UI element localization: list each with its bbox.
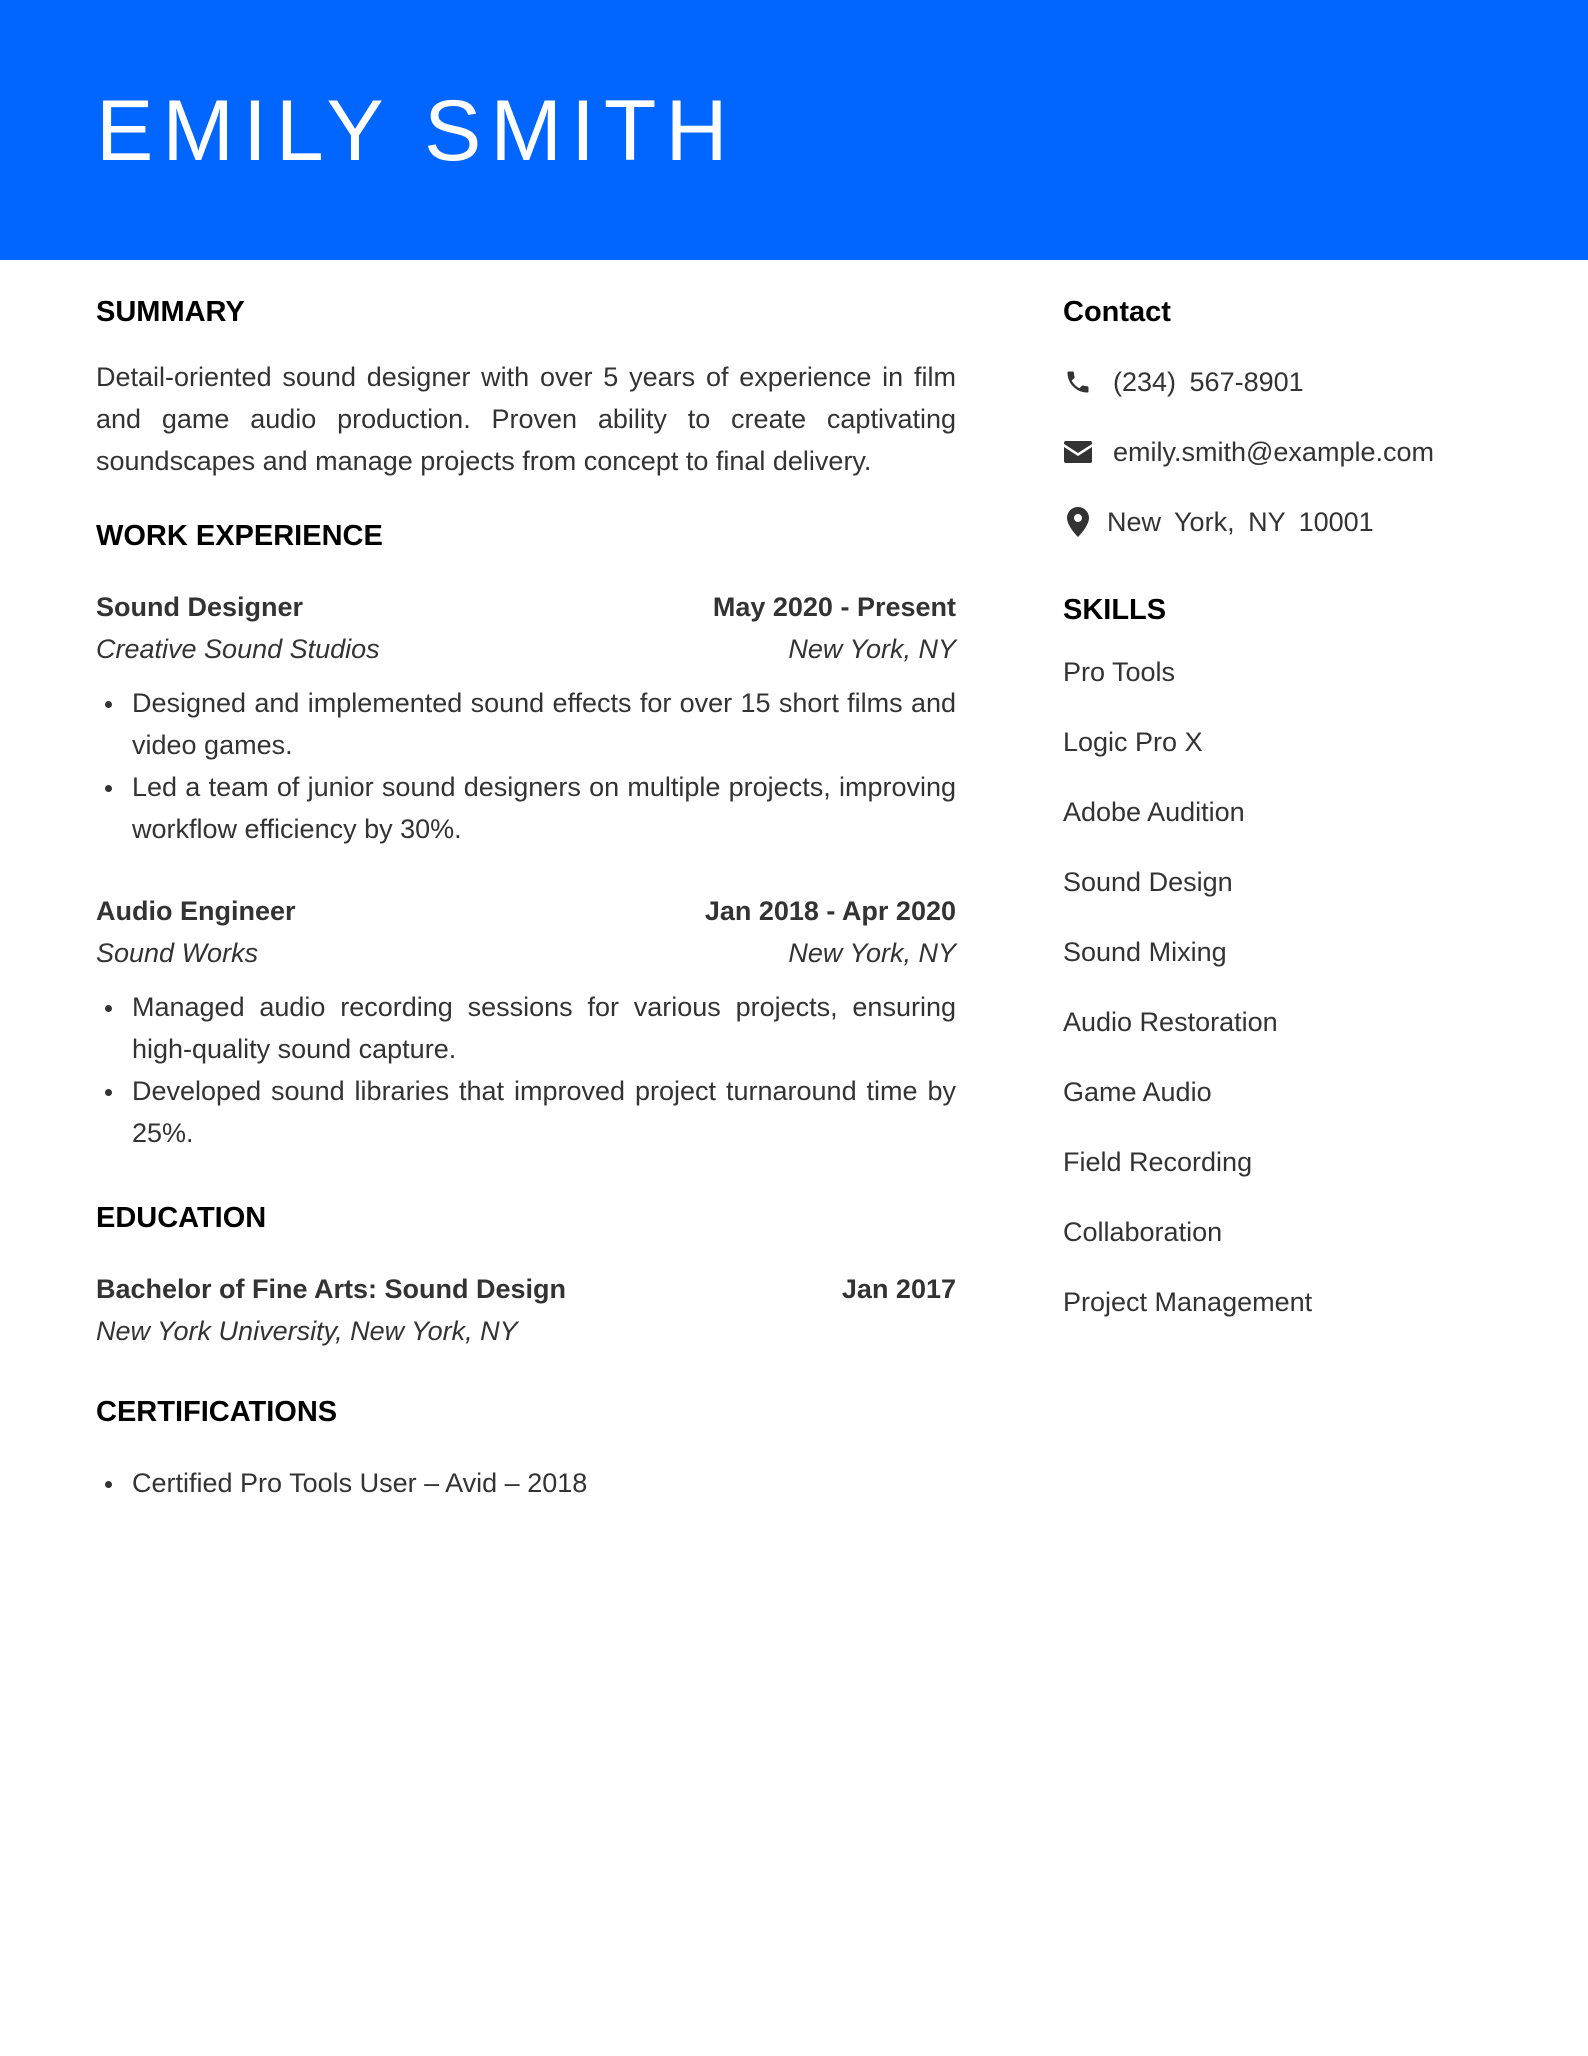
certifications-heading: CERTIFICATIONS bbox=[96, 1396, 338, 1428]
contact-location bbox=[1063, 502, 1513, 542]
job-location: New York, NY bbox=[788, 938, 956, 968]
skill-item: Game Audio bbox=[1063, 1077, 1212, 1107]
job-company: Creative Sound Studios bbox=[96, 634, 380, 664]
skill-item: Sound Mixing bbox=[1063, 937, 1227, 967]
job-bullet: Managed audio recording sessions for various projects, ensuring high-quality sound capture. bbox=[132, 986, 956, 1070]
skills-list bbox=[1063, 652, 1513, 1322]
job-title: Sound Designer bbox=[96, 592, 304, 622]
main-column bbox=[96, 292, 956, 1504]
phone-icon bbox=[1063, 367, 1093, 397]
certifications-list bbox=[96, 1462, 956, 1504]
job-entry bbox=[96, 586, 956, 850]
work-experience-heading: WORK EXPERIENCE bbox=[96, 520, 383, 552]
job-title: Audio Engineer bbox=[96, 896, 296, 926]
skill-item: Sound Design bbox=[1063, 867, 1233, 897]
skill-item: Project Management bbox=[1063, 1287, 1313, 1317]
certification-item: Certified Pro Tools User – Avid – 2018 bbox=[132, 1462, 956, 1504]
sidebar-column bbox=[1063, 292, 1513, 1352]
skill-item: Audio Restoration bbox=[1063, 1007, 1278, 1037]
contact-heading: Contact bbox=[1063, 296, 1171, 328]
education-entry bbox=[96, 1268, 956, 1352]
skill-item: Collaboration bbox=[1063, 1217, 1223, 1247]
education-degree: Bachelor of Fine Arts: Sound Design bbox=[96, 1274, 567, 1304]
job-dates: Jan 2018 - Apr 2020 bbox=[704, 896, 956, 926]
header-banner bbox=[0, 0, 1588, 260]
skills-heading: SKILLS bbox=[1063, 594, 1167, 626]
job-bullet: Developed sound libraries that improved project turnaround time by 25%. bbox=[132, 1070, 956, 1154]
contact-phone-text: (234) 567-8901 bbox=[1113, 366, 1304, 397]
contact-email bbox=[1063, 432, 1513, 472]
candidate-name: EMILY SMITH bbox=[96, 83, 737, 179]
job-bullets bbox=[96, 986, 956, 1154]
education-school: New York University, New York, NY bbox=[96, 1316, 518, 1346]
job-location: New York, NY bbox=[788, 634, 956, 664]
contact-list bbox=[1063, 362, 1513, 542]
skill-item: Field Recording bbox=[1063, 1147, 1253, 1177]
summary-heading: SUMMARY bbox=[96, 296, 245, 328]
job-bullet: Led a team of junior sound designers on multiple projects, improving workflow efficiency by 30%. bbox=[132, 766, 956, 850]
job-bullet: Designed and implemented sound effects for over 15 short films and video games. bbox=[132, 682, 956, 766]
map-pin-icon bbox=[1063, 507, 1093, 537]
skill-item: Logic Pro X bbox=[1063, 727, 1203, 757]
skill-item: Pro Tools bbox=[1063, 657, 1176, 687]
education-date: Jan 2017 bbox=[841, 1274, 956, 1304]
summary-text: Detail-oriented sound designer with over 5 years of experience in film and game audio production. Proven ability to create captivating soundscapes and manage projects from concept to final delivery. bbox=[96, 362, 956, 476]
contact-email-text: emily.smith@example.com bbox=[1113, 436, 1434, 467]
job-entry bbox=[96, 890, 956, 1154]
skill-item: Adobe Audition bbox=[1063, 797, 1245, 827]
envelope-icon bbox=[1063, 437, 1093, 467]
contact-phone bbox=[1063, 362, 1513, 402]
job-bullets bbox=[96, 682, 956, 850]
job-dates: May 2020 - Present bbox=[712, 592, 956, 622]
education-heading: EDUCATION bbox=[96, 1202, 267, 1234]
job-company: Sound Works bbox=[96, 938, 259, 968]
contact-location-text: New York, NY 10001 bbox=[1107, 506, 1374, 537]
